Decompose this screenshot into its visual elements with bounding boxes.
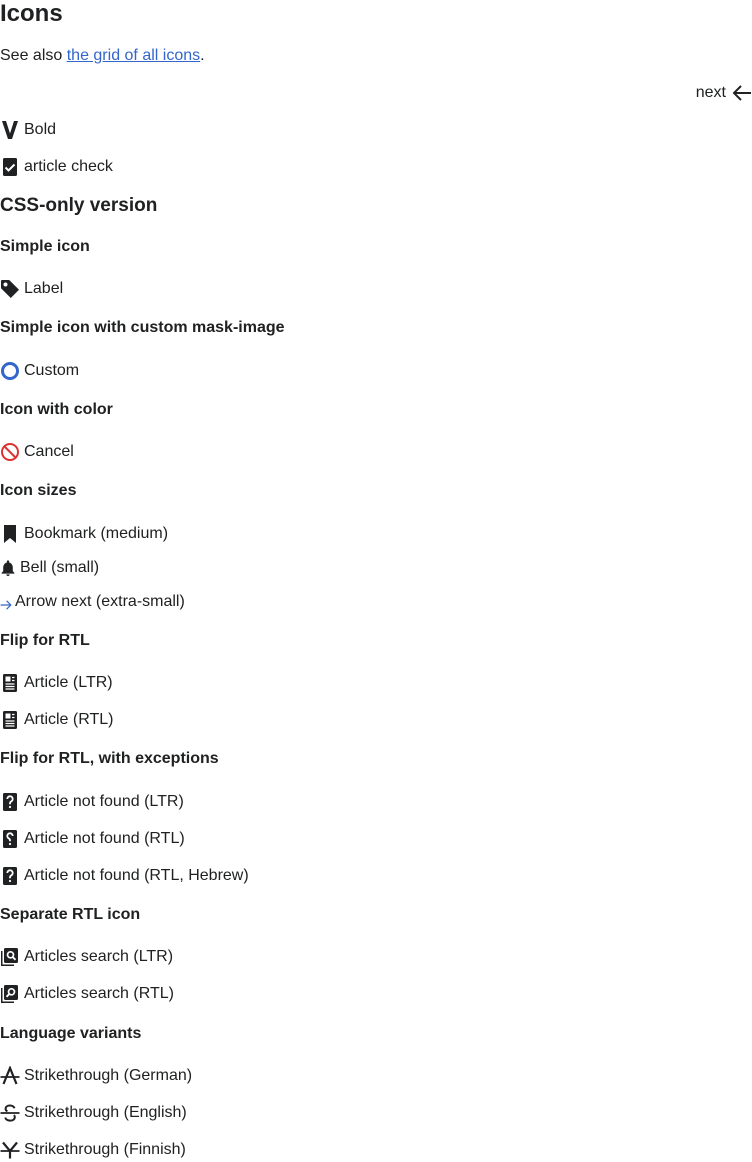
list-item-arrow-next xyxy=(0,590,185,614)
not-found-ltr-label: Article not found (LTR) xyxy=(24,793,184,810)
article-not-found-icon xyxy=(0,792,20,812)
article-check-icon xyxy=(0,157,20,177)
article-check-label: article check xyxy=(24,158,113,175)
article-not-found-icon xyxy=(0,829,20,849)
page-title: Icons xyxy=(0,0,63,27)
article-icon xyxy=(0,710,20,730)
article-icon xyxy=(0,673,20,693)
strikethrough-icon xyxy=(0,1103,20,1123)
articles-search-ltr-label: Articles search (LTR) xyxy=(24,948,174,965)
not-found-hebrew-label: Article not found (RTL, Hebrew) xyxy=(24,867,249,884)
articles-search-rtl-label: Articles search (RTL) xyxy=(24,985,174,1002)
list-item-custom xyxy=(0,359,79,383)
list-item-articles-search-ltr xyxy=(0,945,173,969)
list-item-not-found-hebrew xyxy=(0,864,249,888)
articles-search-icon xyxy=(0,947,20,967)
list-item-bookmark xyxy=(0,522,168,546)
list-item-strike-finnish xyxy=(0,1138,186,1162)
bell-icon xyxy=(0,560,16,576)
icon-sizes-heading: Icon sizes xyxy=(0,482,77,499)
see-also-prefix: See also xyxy=(0,47,67,64)
next-label: next xyxy=(695,84,726,101)
bookmark-icon xyxy=(0,524,20,544)
circle-icon xyxy=(0,361,20,381)
next-button[interactable] xyxy=(696,82,752,104)
separate-rtl-heading: Separate RTL icon xyxy=(0,906,141,923)
see-also-suffix: . xyxy=(200,47,205,64)
mask-image-heading: Simple icon with custom mask-image xyxy=(0,319,285,336)
flip-exceptions-heading: Flip for RTL, with exceptions xyxy=(0,750,219,767)
list-item-not-found-ltr xyxy=(0,790,184,814)
strike-german-label: Strikethrough (German) xyxy=(24,1067,193,1084)
not-found-rtl-label: Article not found (RTL) xyxy=(24,830,185,847)
list-item-bold xyxy=(0,118,56,142)
article-ltr-label: Article (LTR) xyxy=(24,674,113,691)
css-only-heading: CSS-only version xyxy=(0,195,158,216)
see-also-text xyxy=(0,45,205,67)
simple-icon-heading: Simple icon xyxy=(0,238,90,255)
list-item-articles-search-rtl xyxy=(0,982,174,1006)
list-item-strike-english xyxy=(0,1101,187,1125)
list-item-article-rtl xyxy=(0,708,114,732)
grid-of-icons-link[interactable]: the grid of all icons xyxy=(66,47,201,64)
custom-label: Custom xyxy=(24,362,80,379)
bookmark-label: Bookmark (medium) xyxy=(24,525,169,542)
strike-finnish-label: Strikethrough (Finnish) xyxy=(24,1141,186,1158)
strikethrough-icon xyxy=(0,1140,20,1160)
language-variants-heading: Language variants xyxy=(0,1025,142,1042)
bold-label: Bold xyxy=(24,121,57,138)
flip-rtl-heading: Flip for RTL xyxy=(0,632,90,649)
arrow-previous-icon xyxy=(732,83,752,103)
icon-color-heading: Icon with color xyxy=(0,401,113,418)
cancel-icon xyxy=(0,442,20,462)
cancel-label: Cancel xyxy=(24,443,74,460)
list-item-article-check xyxy=(0,155,113,179)
strike-english-label: Strikethrough (English) xyxy=(24,1104,187,1121)
strikethrough-icon xyxy=(0,1066,20,1086)
list-item-article-ltr xyxy=(0,671,113,695)
arrow-next-label: Arrow next (extra-small) xyxy=(15,593,185,610)
bold-icon xyxy=(0,120,20,140)
arrow-next-icon xyxy=(0,599,12,611)
list-item-label xyxy=(0,277,63,301)
tag-icon xyxy=(0,279,20,299)
articles-search-icon xyxy=(0,984,20,1004)
label-text: Label xyxy=(24,280,64,297)
article-not-found-icon xyxy=(0,866,20,886)
list-item-not-found-rtl xyxy=(0,827,185,851)
list-item-bell xyxy=(0,556,99,580)
article-rtl-label: Article (RTL) xyxy=(24,711,114,728)
bell-label: Bell (small) xyxy=(20,559,100,576)
list-item-cancel xyxy=(0,440,74,464)
list-item-strike-german xyxy=(0,1064,192,1088)
